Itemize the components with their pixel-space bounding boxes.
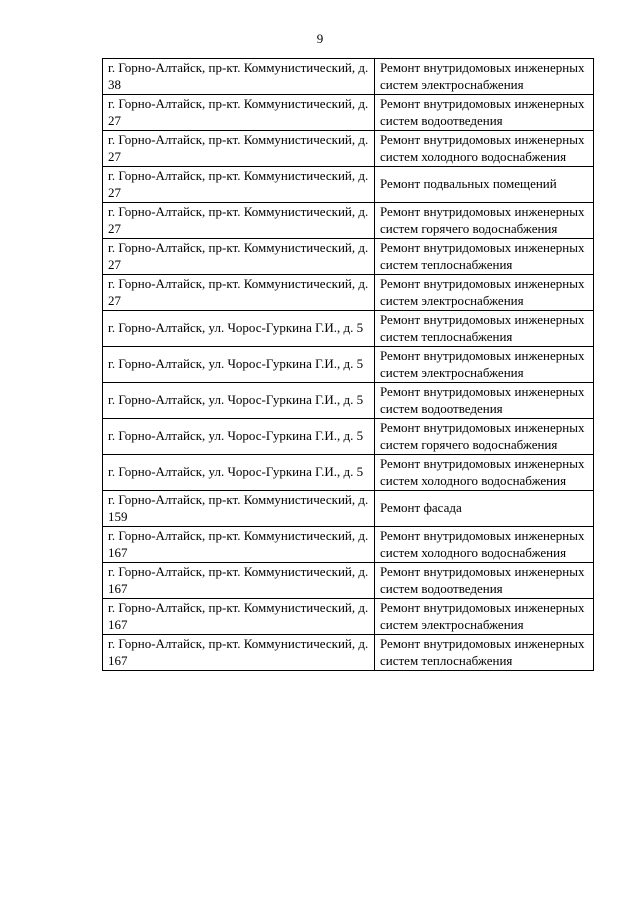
table-row bbox=[103, 563, 594, 599]
work-type-cell: Ремонт внутридомовых инженерных систем холодного водоснабжения bbox=[375, 527, 594, 563]
page-number: 9 bbox=[316, 31, 324, 46]
table-row bbox=[103, 311, 594, 347]
work-type-cell: Ремонт внутридомовых инженерных систем горячего водоснабжения bbox=[375, 203, 594, 239]
table-row bbox=[103, 59, 594, 95]
table-row bbox=[103, 239, 594, 275]
table-row bbox=[103, 599, 594, 635]
address-cell: г. Горно-Алтайск, пр-кт. Коммунистический, д. 159 bbox=[103, 491, 375, 527]
table-row bbox=[103, 383, 594, 419]
work-type-cell: Ремонт внутридомовых инженерных систем водоотведения bbox=[375, 383, 594, 419]
work-type-cell: Ремонт внутридомовых инженерных систем водоотведения bbox=[375, 95, 594, 131]
table-row bbox=[103, 491, 594, 527]
address-cell: г. Горно-Алтайск, ул. Чорос-Гуркина Г.И., д. 5 bbox=[103, 383, 375, 419]
work-type-cell: Ремонт внутридомовых инженерных систем теплоснабжения bbox=[375, 311, 594, 347]
address-cell: г. Горно-Алтайск, пр-кт. Коммунистический, д. 27 bbox=[103, 203, 375, 239]
table-row bbox=[103, 419, 594, 455]
work-type-cell: Ремонт внутридомовых инженерных систем холодного водоснабжения bbox=[375, 131, 594, 167]
work-type-cell: Ремонт внутридомовых инженерных систем электроснабжения bbox=[375, 275, 594, 311]
address-cell: г. Горно-Алтайск, пр-кт. Коммунистический, д. 27 bbox=[103, 131, 375, 167]
repair-schedule-table bbox=[102, 58, 594, 671]
work-type-cell: Ремонт фасада bbox=[375, 491, 594, 527]
work-type-cell: Ремонт внутридомовых инженерных систем электроснабжения bbox=[375, 59, 594, 95]
table-row bbox=[103, 131, 594, 167]
work-type-cell: Ремонт внутридомовых инженерных систем холодного водоснабжения bbox=[375, 455, 594, 491]
work-type-cell: Ремонт внутридомовых инженерных систем теплоснабжения bbox=[375, 239, 594, 275]
address-cell: г. Горно-Алтайск, пр-кт. Коммунистический, д. 167 bbox=[103, 599, 375, 635]
work-type-cell: Ремонт внутридомовых инженерных систем электроснабжения bbox=[375, 347, 594, 383]
table-row bbox=[103, 527, 594, 563]
table-row bbox=[103, 167, 594, 203]
address-cell: г. Горно-Алтайск, пр-кт. Коммунистический, д. 167 bbox=[103, 527, 375, 563]
address-cell: г. Горно-Алтайск, ул. Чорос-Гуркина Г.И., д. 5 bbox=[103, 347, 375, 383]
table-row bbox=[103, 455, 594, 491]
work-type-cell: Ремонт внутридомовых инженерных систем горячего водоснабжения bbox=[375, 419, 594, 455]
address-cell: г. Горно-Алтайск, пр-кт. Коммунистический, д. 167 bbox=[103, 563, 375, 599]
address-cell: г. Горно-Алтайск, пр-кт. Коммунистический, д. 27 bbox=[103, 95, 375, 131]
address-cell: г. Горно-Алтайск, пр-кт. Коммунистический, д. 38 bbox=[103, 59, 375, 95]
table-body bbox=[103, 59, 594, 671]
address-cell: г. Горно-Алтайск, пр-кт. Коммунистический, д. 27 bbox=[103, 275, 375, 311]
address-cell: г. Горно-Алтайск, ул. Чорос-Гуркина Г.И., д. 5 bbox=[103, 311, 375, 347]
address-cell: г. Горно-Алтайск, пр-кт. Коммунистический, д. 27 bbox=[103, 239, 375, 275]
work-type-cell: Ремонт подвальных помещений bbox=[375, 167, 594, 203]
work-type-cell: Ремонт внутридомовых инженерных систем водоотведения bbox=[375, 563, 594, 599]
address-cell: г. Горно-Алтайск, пр-кт. Коммунистический, д. 27 bbox=[103, 167, 375, 203]
work-type-cell: Ремонт внутридомовых инженерных систем электроснабжения bbox=[375, 599, 594, 635]
address-cell: г. Горно-Алтайск, ул. Чорос-Гуркина Г.И., д. 5 bbox=[103, 419, 375, 455]
work-type-cell: Ремонт внутридомовых инженерных систем теплоснабжения bbox=[375, 635, 594, 671]
table-row bbox=[103, 95, 594, 131]
table-row bbox=[103, 275, 594, 311]
address-cell: г. Горно-Алтайск, пр-кт. Коммунистический, д. 167 bbox=[103, 635, 375, 671]
address-cell: г. Горно-Алтайск, ул. Чорос-Гуркина Г.И., д. 5 bbox=[103, 455, 375, 491]
table-row bbox=[103, 635, 594, 671]
table-row bbox=[103, 347, 594, 383]
table-row bbox=[103, 203, 594, 239]
